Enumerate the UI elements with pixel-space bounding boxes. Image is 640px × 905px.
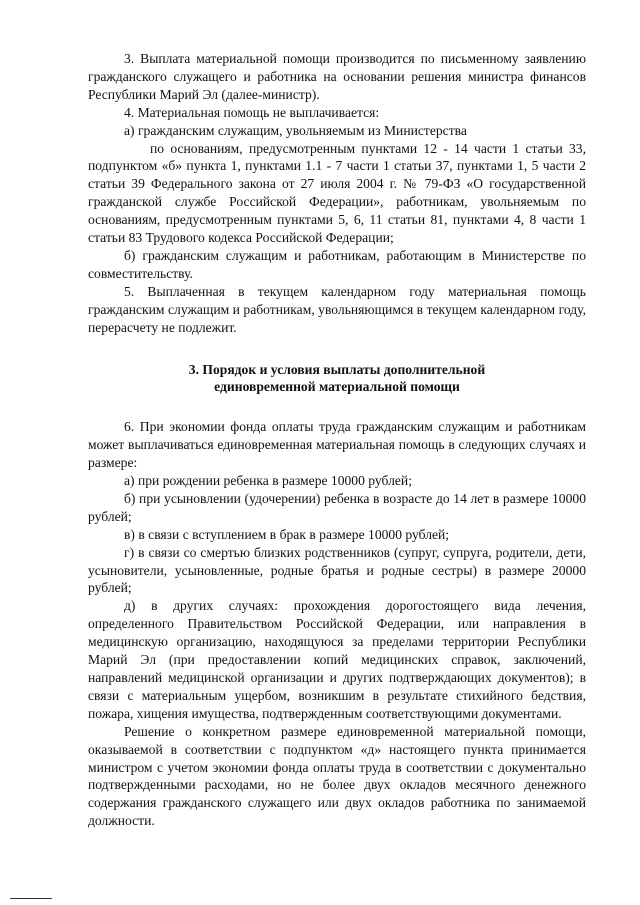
paragraph-6: 6. При экономии фонда оплаты труда гражданским служащим и работникам может выплачиваться единовременная материальная помощь в следующих случаях и размере: <box>88 419 586 471</box>
paragraph-4a-grounds: по основаниям, предусмотренным пунктами 12 - 14 части 1 статьи 33, подпунктом «б» пункта 1, пунктами 1.1 - 7 части 1 статьи 37, пунктами 1, 5 части 2 статьи 39 Федерального закона от 27 июля 2004 г. № 79-ФЗ «О государственной гражданской службе Российской Федерации», работникам, увольняемым по основаниям, предусмотренным пунктами 5, 6, 11 статьи 81, пунктами 4, 8 части 1 статьи 83 Трудового кодекса Российской Федерации; <box>88 140 586 246</box>
paragraph-6b: б) при усыновлении (удочерении) ребенка в возрасте до 14 лет в размере 10000 рублей; <box>88 490 586 524</box>
section-heading-line-1: 3. Порядок и условия выплаты дополнительной <box>188 361 486 377</box>
paragraph-5: 5. Выплаченная в текущем календарном году материальная помощь гражданским служащим и работникам, увольняющимся в текущем календарном году, перерасчету не подлежит. <box>88 283 586 335</box>
footer-rule <box>10 898 52 899</box>
paragraph-4: 4. Материальная помощь не выплачивается: <box>124 104 380 120</box>
section-heading <box>88 361 586 397</box>
paragraph-6g: г) в связи со смертью близких родственников (супруг, супруга, родители, дети, усыновители, усыновленные, родные братья и родные сестры) в размере 20000 рублей; <box>88 544 586 596</box>
paragraph-4a: а) гражданским служащим, увольняемым из Министерства <box>124 122 467 138</box>
paragraph-4b: б) гражданским служащим и работникам, работающим в Министерстве по совместительству. <box>88 247 586 281</box>
paragraph-6a: а) при рождении ребенка в размере 10000 рублей; <box>124 473 412 489</box>
section-heading-line-2: единовременной материальной помощи <box>214 379 460 395</box>
paragraph-6v: в) в связи с вступлением в брак в размере 10000 рублей; <box>124 526 450 542</box>
paragraph-6d: д) в других случаях: прохождения дорогостоящего вида лечения, определенного Правительством Российской Федерации, или направления в медицинскую организацию, находящуюся за пределами территории Республики Марий Эл (при предоставлении копий медицинских справок, заключений, направлений медицинской организации и других подтверждающих документов); в связи с материальным ущербом, возникшим в результате стихийного бедствия, пожара, хищения имущества, подтвержденным соответствующими документами. <box>88 598 586 721</box>
paragraph-3: 3. Выплата материальной помощи производится по письменному заявлению гражданского служащего и работника на основании решения министра финансов Республики Марий Эл (далее-министр). <box>88 51 586 102</box>
paragraph-decision: Решение о конкретном размере единовременной материальной помощи, оказываемой в соответствии с подпунктом «д» настоящего пункта принимается министром с учетом экономии фонда оплаты труда в соответствии с документально подтвержденными расходами, но не более двух окладов месячного денежного содержания гражданского служащего или двух окладов работника по занимаемой должности. <box>88 723 586 829</box>
document-page <box>88 50 586 830</box>
